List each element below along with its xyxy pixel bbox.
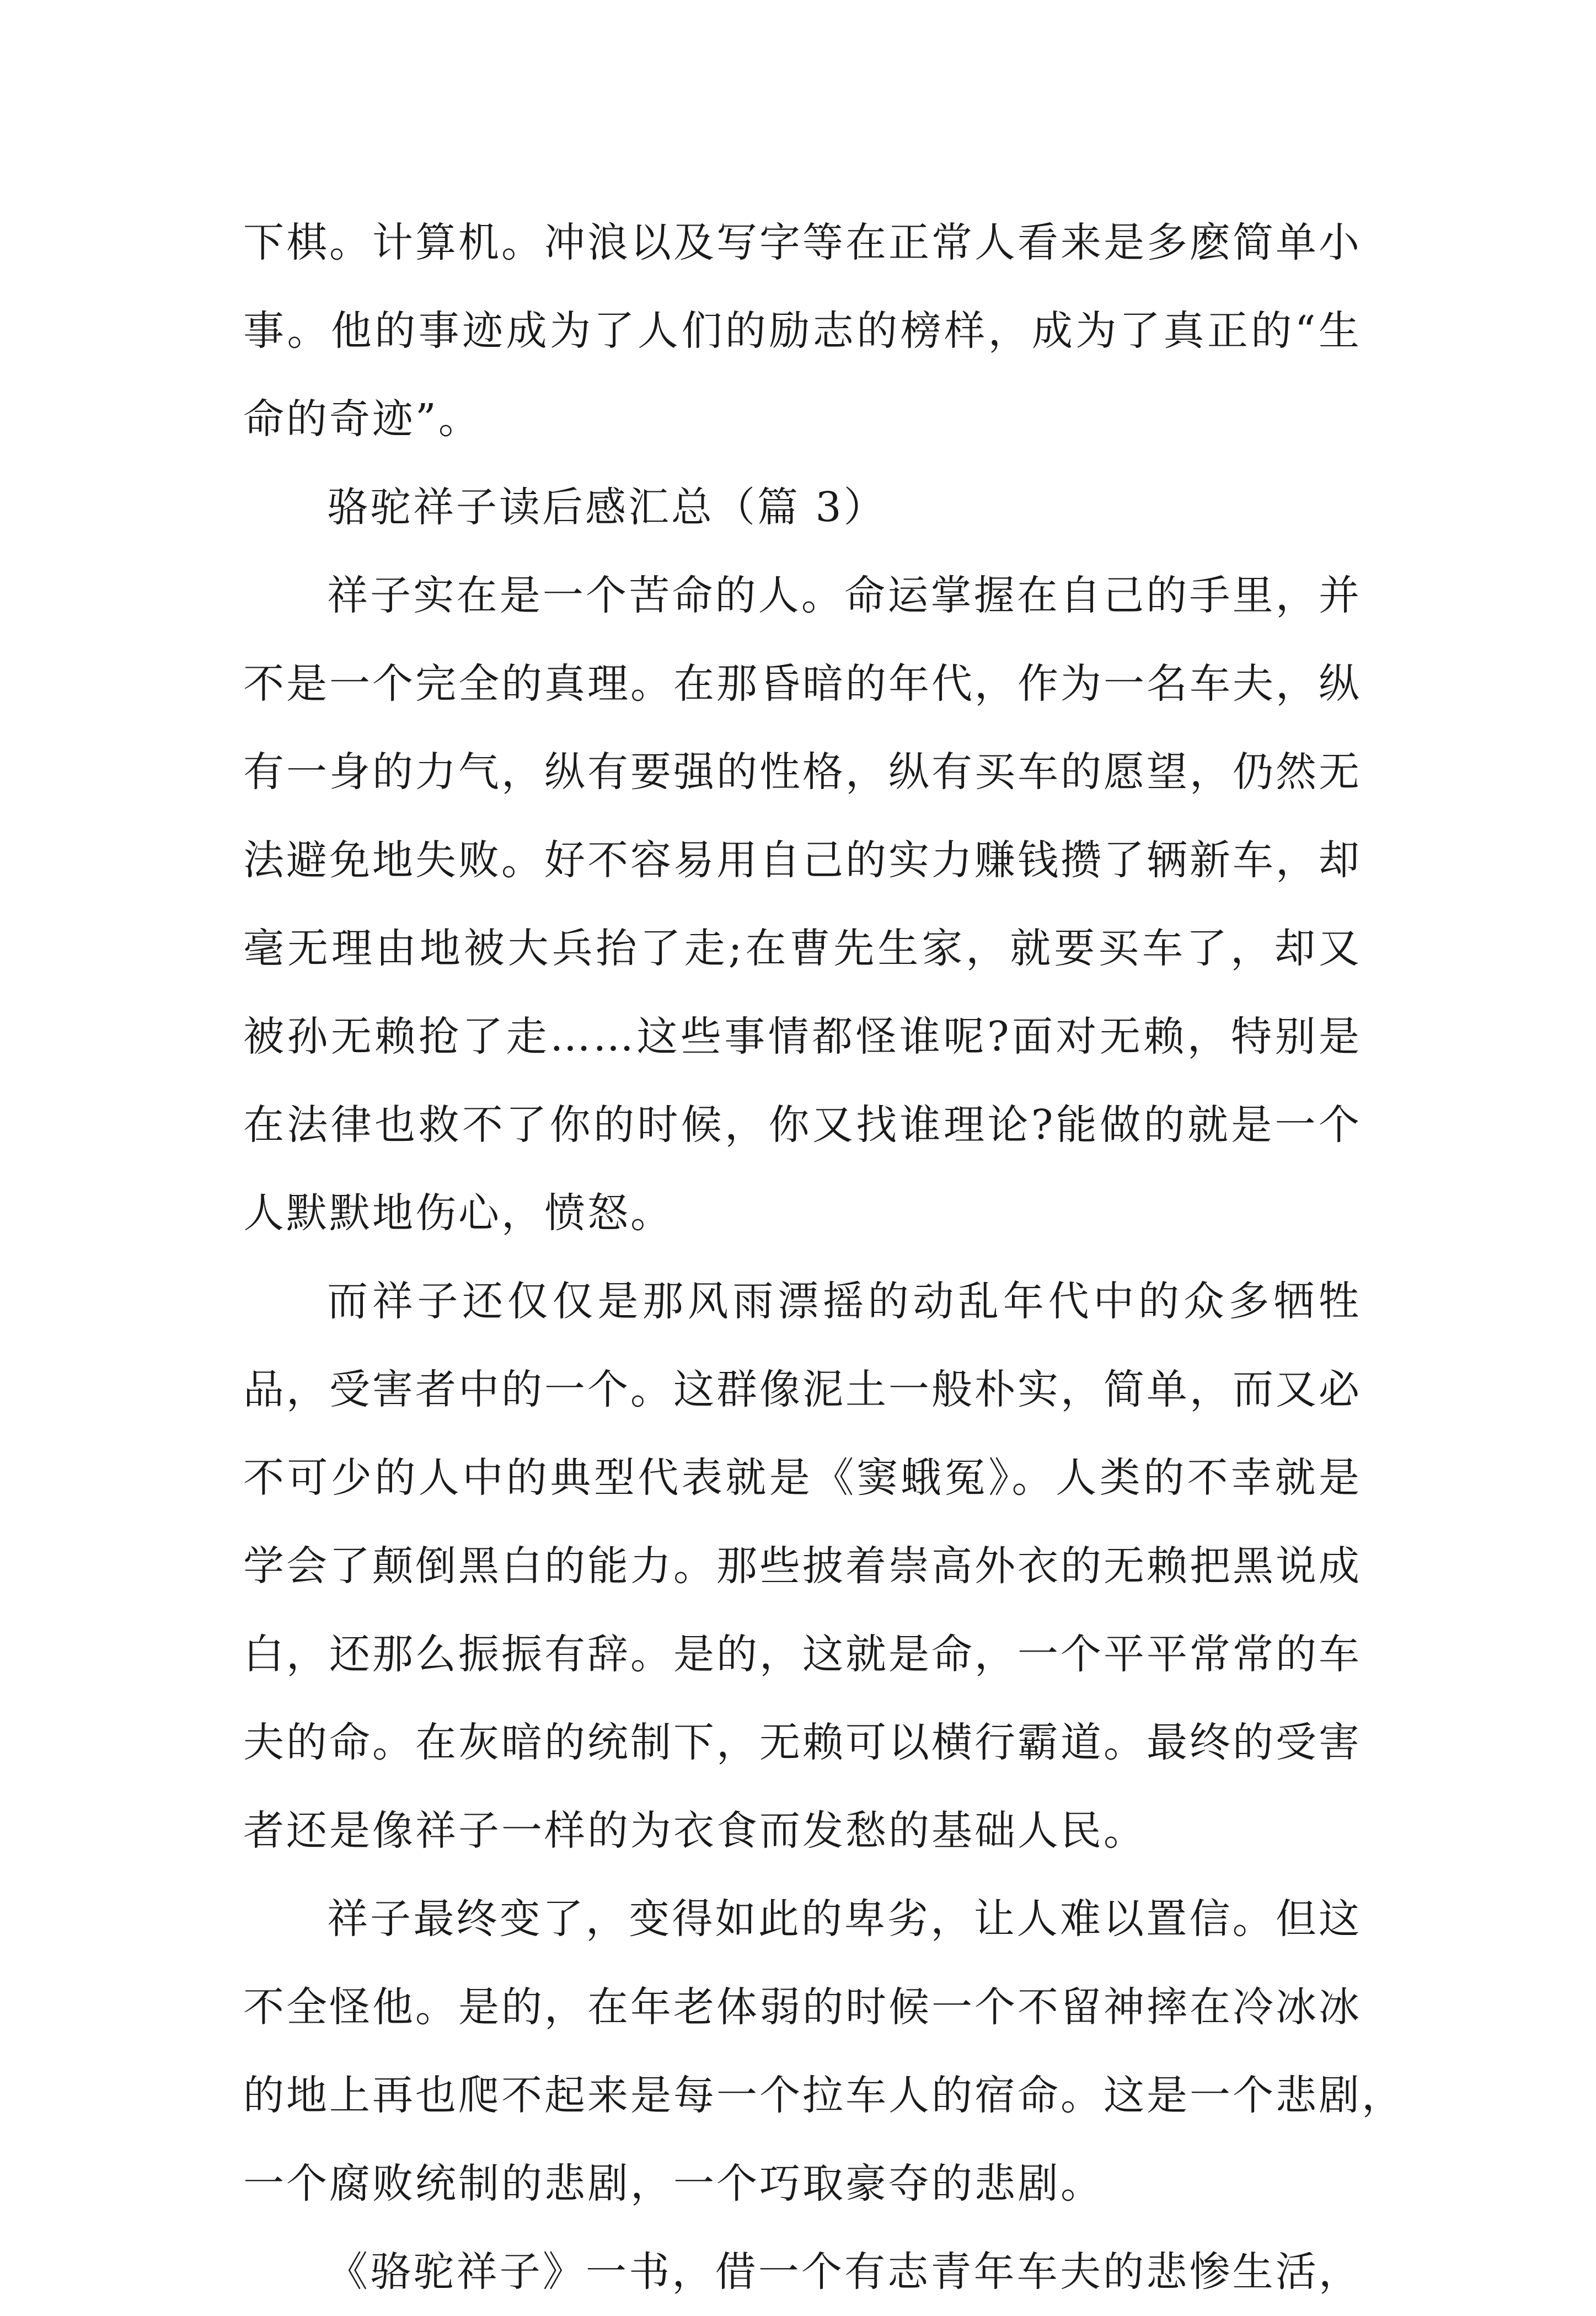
section-heading: 骆驼祥子读后感汇总（篇 3）: [327, 484, 887, 531]
paragraph-1-line-7: 在法律也救不了你的时候，你又找谁理论?能做的就是一个: [243, 1101, 1362, 1149]
paragraph-2-line-6: 夫的命。在灰暗的统制下，无赖可以横行霸道。最终的受害: [243, 1719, 1362, 1766]
paragraph-2-line-3: 不可少的人中的典型代表就是《窦蛾冤》。人类的不幸就是: [243, 1454, 1362, 1502]
paragraph-2-line-4: 学会了颠倒黑白的能力。那些披着崇高外衣的无赖把黑说成: [243, 1542, 1362, 1590]
paragraph-3-line-3: 的地上再也爬不起来是每一个拉车人的宿命。这是一个悲剧，: [243, 2072, 1405, 2119]
paragraph-2-line-7: 者还是像祥子一样的为衣食而发愁的基础人民。: [243, 1807, 1147, 1854]
paragraph-1-line-4: 法避免地失败。好不容易用自己的实力赚钱攒了辆新车，却: [243, 837, 1362, 884]
paragraph-4-line-1: 《骆驼祥子》一书，借一个有志青年车夫的悲惨生活，: [327, 2248, 1362, 2296]
continuation-line-1: 下棋。计算机。冲浪以及写字等在正常人看来是多麽简单小: [243, 219, 1362, 266]
paragraph-1-line-5: 毫无理由地被大兵抬了走;在曹先生家，就要买车了，却又: [243, 925, 1362, 972]
paragraph-3-line-2: 不全怪他。是的，在年老体弱的时候一个不留神摔在冷冰冰: [243, 1983, 1362, 2031]
paragraph-2-line-1: 而祥子还仅仅是那风雨漂摇的动乱年代中的众多牺牲: [327, 1278, 1362, 1325]
paragraph-3-line-1: 祥子最终变了，变得如此的卑劣，让人难以置信。但这: [327, 1895, 1362, 1943]
paragraph-1-line-2: 不是一个完全的真理。在那昏暗的年代，作为一名车夫，纵: [243, 660, 1362, 707]
paragraph-1-line-3: 有一身的力气，纵有要强的性格，纵有买车的愿望，仍然无: [243, 748, 1362, 796]
paragraph-2-line-5: 白，还那么振振有辞。是的，这就是命，一个平平常常的车: [243, 1631, 1362, 1678]
paragraph-2-line-2: 品，受害者中的一个。这群像泥土一般朴实，简单，而又必: [243, 1366, 1362, 1413]
paragraph-1-line-6: 被孙无赖抢了走……这些事情都怪谁呢?面对无赖，特别是: [243, 1013, 1362, 1060]
paragraph-1-line-8: 人默默地伤心，愤怒。: [243, 1189, 673, 1237]
continuation-line-2: 事。他的事迹成为了人们的励志的榜样，成为了真正的“生: [243, 307, 1362, 355]
paragraph-1-line-1: 祥子实在是一个苦命的人。命运掌握在自己的手里，并: [327, 572, 1362, 619]
document-body: [243, 199, 1405, 2316]
continuation-line-3: 命的奇迹”。: [243, 395, 481, 443]
paragraph-3-line-4: 一个腐败统制的悲剧，一个巧取豪夺的悲剧。: [243, 2160, 1104, 2207]
